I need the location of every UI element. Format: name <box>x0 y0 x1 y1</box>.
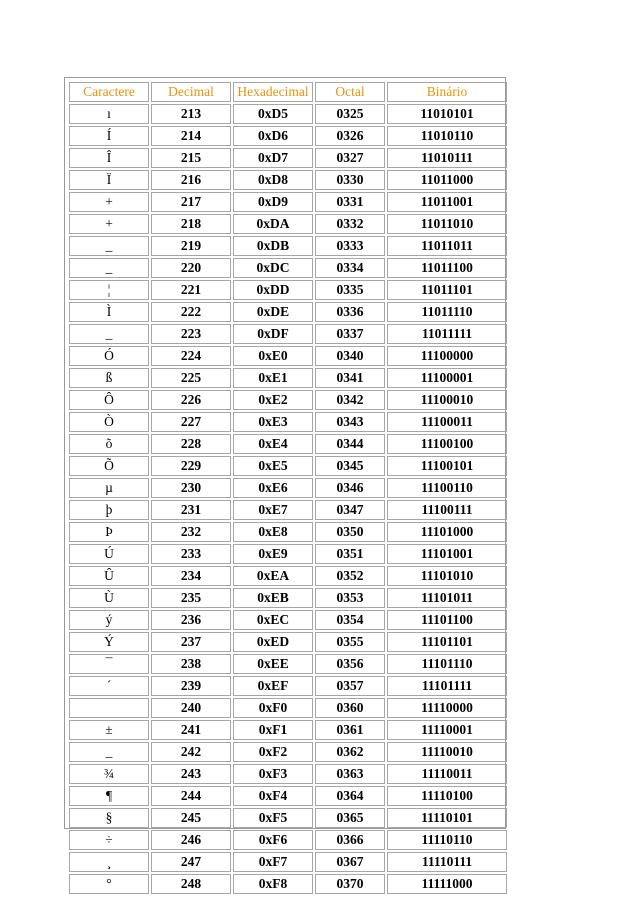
cell-hexadecimal: 0xD5 <box>233 104 313 124</box>
table-row <box>69 544 507 564</box>
cell-binario: 11110011 <box>387 764 507 784</box>
cell-hexadecimal: 0xF4 <box>233 786 313 806</box>
cell-caractere: ¶ <box>69 786 149 806</box>
table-row <box>69 192 507 212</box>
cell-hexadecimal: 0xDD <box>233 280 313 300</box>
table-row <box>69 126 507 146</box>
cell-hexadecimal: 0xE9 <box>233 544 313 564</box>
table-row <box>69 654 507 674</box>
cell-binario: 11111000 <box>387 874 507 894</box>
cell-binario: 11100011 <box>387 412 507 432</box>
cell-decimal: 217 <box>151 192 231 212</box>
cell-caractere: Õ <box>69 456 149 476</box>
cell-caractere: _ <box>69 236 149 256</box>
cell-hexadecimal: 0xF2 <box>233 742 313 762</box>
cell-caractere: ¦ <box>69 280 149 300</box>
header-caractere: Caractere <box>69 82 149 102</box>
cell-hexadecimal: 0xE7 <box>233 500 313 520</box>
table-row <box>69 434 507 454</box>
cell-binario: 11110000 <box>387 698 507 718</box>
cell-caractere: ¯ <box>69 654 149 674</box>
cell-caractere: Î <box>69 148 149 168</box>
header-decimal: Decimal <box>151 82 231 102</box>
cell-binario: 11101101 <box>387 632 507 652</box>
table-row <box>69 170 507 190</box>
cell-decimal: 236 <box>151 610 231 630</box>
cell-octal: 0367 <box>315 852 385 872</box>
cell-binario: 11101111 <box>387 676 507 696</box>
table-row <box>69 346 507 366</box>
cell-hexadecimal: 0xEF <box>233 676 313 696</box>
cell-decimal: 247 <box>151 852 231 872</box>
cell-caractere: _ <box>69 324 149 344</box>
cell-octal: 0343 <box>315 412 385 432</box>
cell-caractere: _ <box>69 258 149 278</box>
cell-hexadecimal: 0xF7 <box>233 852 313 872</box>
cell-octal: 0342 <box>315 390 385 410</box>
cell-binario: 11100111 <box>387 500 507 520</box>
cell-binario: 11010110 <box>387 126 507 146</box>
cell-caractere: ± <box>69 720 149 740</box>
cell-binario: 11010111 <box>387 148 507 168</box>
cell-hexadecimal: 0xE5 <box>233 456 313 476</box>
cell-octal: 0326 <box>315 126 385 146</box>
cell-decimal: 245 <box>151 808 231 828</box>
cell-hexadecimal: 0xF3 <box>233 764 313 784</box>
cell-hexadecimal: 0xE1 <box>233 368 313 388</box>
cell-octal: 0365 <box>315 808 385 828</box>
cell-caractere: þ <box>69 500 149 520</box>
table-row <box>69 236 507 256</box>
cell-decimal: 228 <box>151 434 231 454</box>
cell-binario: 11010101 <box>387 104 507 124</box>
cell-octal: 0336 <box>315 302 385 322</box>
cell-decimal: 246 <box>151 830 231 850</box>
table-row <box>69 698 507 718</box>
cell-hexadecimal: 0xEE <box>233 654 313 674</box>
table-row <box>69 302 507 322</box>
cell-hexadecimal: 0xD7 <box>233 148 313 168</box>
cell-hexadecimal: 0xDB <box>233 236 313 256</box>
table-header <box>69 82 507 102</box>
cell-decimal: 238 <box>151 654 231 674</box>
cell-caractere: ° <box>69 874 149 894</box>
cell-octal: 0355 <box>315 632 385 652</box>
table-row <box>69 786 507 806</box>
cell-binario: 11110001 <box>387 720 507 740</box>
cell-hexadecimal: 0xDC <box>233 258 313 278</box>
cell-octal: 0354 <box>315 610 385 630</box>
cell-caractere: ¸ <box>69 852 149 872</box>
cell-binario: 11011100 <box>387 258 507 278</box>
cell-octal: 0353 <box>315 588 385 608</box>
cell-binario: 11100000 <box>387 346 507 366</box>
cell-binario: 11011010 <box>387 214 507 234</box>
cell-caractere: Ï <box>69 170 149 190</box>
cell-decimal: 223 <box>151 324 231 344</box>
cell-caractere: Þ <box>69 522 149 542</box>
cell-decimal: 241 <box>151 720 231 740</box>
cell-binario: 11011011 <box>387 236 507 256</box>
cell-decimal: 218 <box>151 214 231 234</box>
cell-hexadecimal: 0xF8 <box>233 874 313 894</box>
cell-decimal: 216 <box>151 170 231 190</box>
cell-octal: 0363 <box>315 764 385 784</box>
table-row <box>69 500 507 520</box>
table-row <box>69 808 507 828</box>
cell-decimal: 231 <box>151 500 231 520</box>
cell-hexadecimal: 0xDF <box>233 324 313 344</box>
table-row <box>69 610 507 630</box>
cell-decimal: 230 <box>151 478 231 498</box>
cell-binario: 11100010 <box>387 390 507 410</box>
cell-binario: 11011111 <box>387 324 507 344</box>
cell-octal: 0357 <box>315 676 385 696</box>
table-row <box>69 588 507 608</box>
cell-hexadecimal: 0xD6 <box>233 126 313 146</box>
cell-octal: 0361 <box>315 720 385 740</box>
cell-octal: 0330 <box>315 170 385 190</box>
cell-caractere: ß <box>69 368 149 388</box>
cell-caractere: Ó <box>69 346 149 366</box>
cell-octal: 0344 <box>315 434 385 454</box>
cell-octal: 0334 <box>315 258 385 278</box>
cell-octal: 0360 <box>315 698 385 718</box>
cell-hexadecimal: 0xD8 <box>233 170 313 190</box>
cell-binario: 11101011 <box>387 588 507 608</box>
table-row <box>69 522 507 542</box>
cell-caractere: ý <box>69 610 149 630</box>
cell-decimal: 222 <box>151 302 231 322</box>
cell-caractere: ÷ <box>69 830 149 850</box>
cell-binario: 11101100 <box>387 610 507 630</box>
cell-hexadecimal: 0xD9 <box>233 192 313 212</box>
cell-octal: 0327 <box>315 148 385 168</box>
cell-decimal: 248 <box>151 874 231 894</box>
cell-octal: 0341 <box>315 368 385 388</box>
cell-decimal: 229 <box>151 456 231 476</box>
cell-binario: 11100100 <box>387 434 507 454</box>
cell-octal: 0335 <box>315 280 385 300</box>
cell-octal: 0370 <box>315 874 385 894</box>
table-row <box>69 830 507 850</box>
cell-hexadecimal: 0xE4 <box>233 434 313 454</box>
cell-decimal: 242 <box>151 742 231 762</box>
table-row <box>69 764 507 784</box>
header-row <box>69 82 507 102</box>
cell-caractere: ı <box>69 104 149 124</box>
table-row <box>69 874 507 894</box>
cell-hexadecimal: 0xF0 <box>233 698 313 718</box>
table-row <box>69 852 507 872</box>
cell-hexadecimal: 0xE2 <box>233 390 313 410</box>
cell-caractere: Ý <box>69 632 149 652</box>
cell-octal: 0340 <box>315 346 385 366</box>
table-row <box>69 324 507 344</box>
cell-binario: 11100001 <box>387 368 507 388</box>
table-row <box>69 456 507 476</box>
cell-decimal: 227 <box>151 412 231 432</box>
cell-caractere: Û <box>69 566 149 586</box>
cell-octal: 0347 <box>315 500 385 520</box>
cell-caractere: § <box>69 808 149 828</box>
cell-hexadecimal: 0xE8 <box>233 522 313 542</box>
cell-caractere: Ì <box>69 302 149 322</box>
cell-octal: 0337 <box>315 324 385 344</box>
cell-caractere: ¾ <box>69 764 149 784</box>
table-row <box>69 390 507 410</box>
cell-hexadecimal: 0xE6 <box>233 478 313 498</box>
cell-decimal: 220 <box>151 258 231 278</box>
cell-decimal: 215 <box>151 148 231 168</box>
table-row <box>69 566 507 586</box>
table-row <box>69 742 507 762</box>
cell-binario: 11101110 <box>387 654 507 674</box>
cell-octal: 0325 <box>315 104 385 124</box>
cell-octal: 0345 <box>315 456 385 476</box>
cell-octal: 0333 <box>315 236 385 256</box>
cell-hexadecimal: 0xF5 <box>233 808 313 828</box>
cell-decimal: 239 <box>151 676 231 696</box>
cell-binario: 11011001 <box>387 192 507 212</box>
cell-binario: 11110111 <box>387 852 507 872</box>
header-octal: Octal <box>315 82 385 102</box>
cell-decimal: 237 <box>151 632 231 652</box>
table-frame <box>64 77 506 891</box>
cell-octal: 0332 <box>315 214 385 234</box>
cell-decimal: 219 <box>151 236 231 256</box>
cell-octal: 0351 <box>315 544 385 564</box>
cell-hexadecimal: 0xED <box>233 632 313 652</box>
ascii-table <box>67 80 509 896</box>
cell-octal: 0331 <box>315 192 385 212</box>
cell-hexadecimal: 0xE0 <box>233 346 313 366</box>
cell-decimal: 235 <box>151 588 231 608</box>
cell-hexadecimal: 0xF6 <box>233 830 313 850</box>
cell-binario: 11100101 <box>387 456 507 476</box>
cell-binario: 11011000 <box>387 170 507 190</box>
cell-decimal: 244 <box>151 786 231 806</box>
cell-binario: 11110101 <box>387 808 507 828</box>
cell-hexadecimal: 0xEA <box>233 566 313 586</box>
cell-decimal: 225 <box>151 368 231 388</box>
cell-decimal: 224 <box>151 346 231 366</box>
cell-caractere: ´ <box>69 676 149 696</box>
cell-octal: 0350 <box>315 522 385 542</box>
cell-hexadecimal: 0xF1 <box>233 720 313 740</box>
cell-binario: 11110100 <box>387 786 507 806</box>
cell-caractere: Ô <box>69 390 149 410</box>
table-row <box>69 258 507 278</box>
cell-decimal: 232 <box>151 522 231 542</box>
cell-octal: 0366 <box>315 830 385 850</box>
cell-octal: 0352 <box>315 566 385 586</box>
table-row <box>69 478 507 498</box>
cell-decimal: 240 <box>151 698 231 718</box>
cell-caractere <box>69 698 149 718</box>
cell-caractere: Ò <box>69 412 149 432</box>
cell-hexadecimal: 0xDE <box>233 302 313 322</box>
table-row <box>69 214 507 234</box>
cell-binario: 11110110 <box>387 830 507 850</box>
cell-caractere: _ <box>69 742 149 762</box>
cell-caractere: µ <box>69 478 149 498</box>
table-row <box>69 632 507 652</box>
cell-octal: 0346 <box>315 478 385 498</box>
cell-octal: 0356 <box>315 654 385 674</box>
cell-decimal: 226 <box>151 390 231 410</box>
cell-binario: 11110010 <box>387 742 507 762</box>
cell-decimal: 233 <box>151 544 231 564</box>
cell-caractere: + <box>69 214 149 234</box>
cell-octal: 0362 <box>315 742 385 762</box>
table-row <box>69 104 507 124</box>
cell-binario: 11011110 <box>387 302 507 322</box>
cell-decimal: 234 <box>151 566 231 586</box>
table-row <box>69 720 507 740</box>
cell-caractere: Í <box>69 126 149 146</box>
cell-decimal: 213 <box>151 104 231 124</box>
cell-caractere: Ú <box>69 544 149 564</box>
cell-octal: 0364 <box>315 786 385 806</box>
table-row <box>69 676 507 696</box>
cell-binario: 11101010 <box>387 566 507 586</box>
cell-decimal: 214 <box>151 126 231 146</box>
cell-binario: 11011101 <box>387 280 507 300</box>
table-row <box>69 412 507 432</box>
cell-caractere: + <box>69 192 149 212</box>
cell-binario: 11101001 <box>387 544 507 564</box>
table-body <box>69 104 507 894</box>
cell-hexadecimal: 0xEC <box>233 610 313 630</box>
cell-decimal: 243 <box>151 764 231 784</box>
cell-caractere: õ <box>69 434 149 454</box>
cell-hexadecimal: 0xDA <box>233 214 313 234</box>
header-binario: Binário <box>387 82 507 102</box>
cell-caractere: Ù <box>69 588 149 608</box>
table-row <box>69 148 507 168</box>
cell-hexadecimal: 0xE3 <box>233 412 313 432</box>
cell-binario: 11101000 <box>387 522 507 542</box>
cell-binario: 11100110 <box>387 478 507 498</box>
table-row <box>69 368 507 388</box>
cell-decimal: 221 <box>151 280 231 300</box>
cell-hexadecimal: 0xEB <box>233 588 313 608</box>
header-hexadecimal: Hexadecimal <box>233 82 313 102</box>
table-row <box>69 280 507 300</box>
